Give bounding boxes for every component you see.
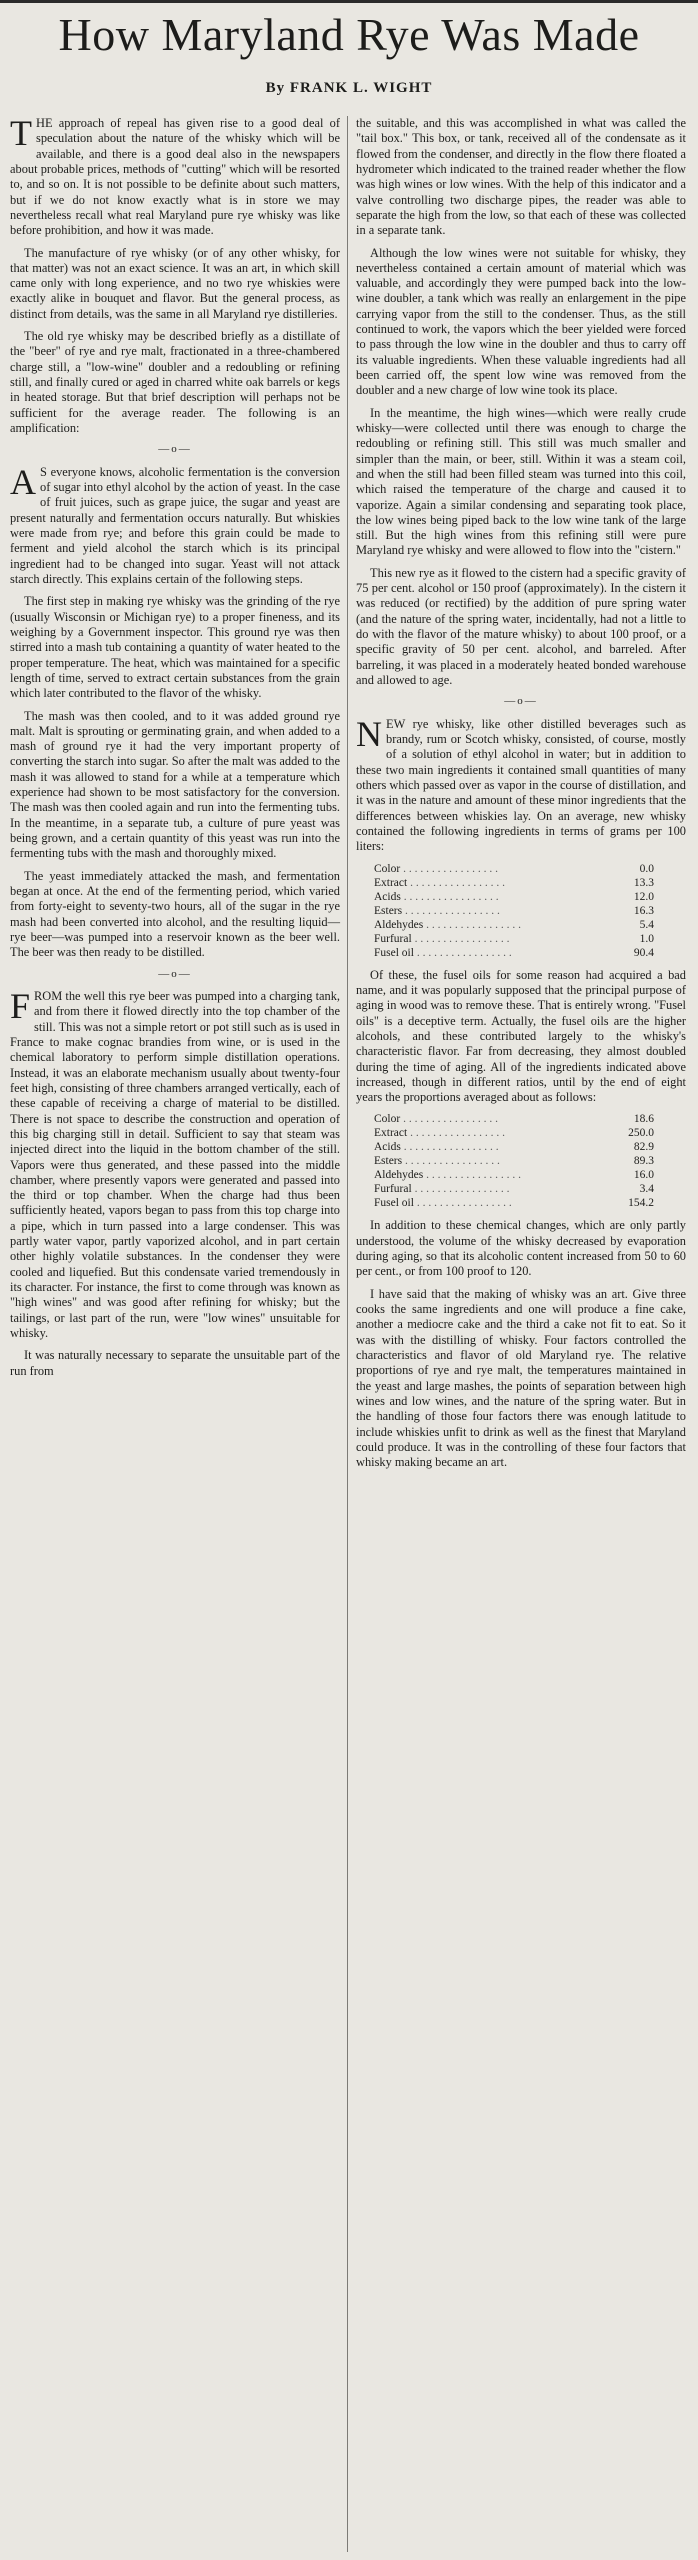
table-value: 90.4	[633, 946, 654, 959]
paragraph: In the meantime, the high wines—which were really crude whisky—were collected until there was enough to charge the redoubling or refining still. This still was much smaller and simpler than the main, or beer, still. Within it was a steam coil, and when the still had been filled steam was turned into this coil, which raised the temperature of the charge and caused it to vaporize. Again a similar condensing and separating took place, the low wines being piped back to the low wine tank of the large still. But the high wines from this refining still were pure Maryland rye whisky and were allowed to flow into the "cistern."	[356, 405, 686, 558]
table-value: 89.3	[633, 1155, 654, 1168]
paragraph	[10, 986, 340, 1341]
paragraph: This new rye as it flowed to the cistern had a specific gravity of 75 per cent. alcohol or 150 proof (approximately). In the cistern it was reduced (or rectified) by the addition of pure spring water (and the nature of the spring water, incidentally, had not a little to do with the flavor of the mature whisky) to about 100 proof, or a specific gravity of 50 per cent. alcohol, and barreled. After barreling, it was placed in a moderately heated bonded warehouse and allowed to age.	[356, 565, 686, 687]
drop-cap: T	[10, 113, 32, 153]
table-row	[374, 1154, 654, 1168]
section-ornament: —o—	[158, 967, 192, 980]
table-label: Fusel oil . . .	[374, 1196, 512, 1210]
table-value: 1.0	[639, 932, 654, 945]
table-label: Extract . . .	[374, 1126, 505, 1140]
table-label: Esters . . .	[374, 904, 500, 918]
table-row	[374, 904, 654, 918]
table-label: Acids . . .	[374, 890, 499, 904]
drop-cap: N	[356, 713, 382, 754]
table-value: 0.0	[639, 862, 654, 875]
table-value: 16.0	[633, 1169, 654, 1182]
paragraph: I have said that the making of whisky was an art. Give three cooks the same ingredients and one will produce a fine cake, another a mediocre cake and the third a cake not fit to eat. So it was with the distilling of whisky. Four factors controlled the characteristics and flavor of old Maryland rye. The relative proportions of rye and rye malt, the temperatures maintained in the yeast and large mashes, the points of separation between high wines and low wines, and the nature of the spring water. But in the handling of those four factors there was enough latitude to include whiskies unfit to drink as well as the finest that Maryland could produce. It was in the controlling of these four factors that whisky making became an art.	[356, 1286, 686, 1470]
paragraph	[356, 713, 686, 855]
table-value: 16.3	[633, 904, 654, 917]
section-ornament: —o—	[504, 695, 538, 708]
left-column	[10, 113, 340, 2556]
table-label: Color . . .	[374, 1112, 498, 1126]
paragraph	[10, 113, 340, 239]
table-value: 5.4	[639, 918, 654, 931]
table-value: 154.2	[628, 1197, 654, 1210]
column-divider	[347, 116, 348, 2552]
table-row	[374, 876, 654, 890]
table-row	[374, 1140, 654, 1154]
paragraph-text: ROM the well this rye beer was pumped into a charging tank, and from there it flowed directly into the top chamber of the still. This was not a simple retort or pot still such as is used in France to make cognac brandies from wine, or is used in the chemical laboratory to perform simple distillation operations. Instead, it was an elaborate mechanism usually about twenty-four feet high, consisting of three chambers arranged vertically, each of these capable of receiving a charge of material to be distilled. There is not space to describe the construction and operation of this big charging still in detail. Sufficient to say that steam was injected direct into the liquid in the bottom chamber of the still. Vapors were thus generated, and these passed into the middle chamber, where presently vapors were generated and passed into the third or top chamber. When the charge had thus been sufficiently heated, vapors began to pass from this top charge into a pipe, which in turn passed into a large condenser. This was partly water vapor, partly vaporized alcohol, and in part certain other highly volatile substances. In the condenser they were cooled and liquefied. But this condensate varied tremendously in its character. For instance, the first to come through was known as "high wines" and was good after refining for whisky; but the tailings, or last part of the run, were "low wines" unsuitable for whisky.	[10, 989, 340, 1340]
paragraph: The mash was then cooled, and to it was added ground rye malt. Malt is sprouting or germinating grain, and when added to a mash of ground rye it had the very important property of converting the starch into sugar. So after the malt was added to the mash it was allowed to stand for a while at a temperature which experience had shown to be most satisfactory for the conversion. The mash was then cooled again and run into the fermenting tubs. In the meantime, in a separate tub, a culture of pure yeast was being grown, and a certain quantity of this yeast was run into the fermenting tubs with the mash and thoroughly mixed.	[10, 708, 340, 861]
paragraph: the suitable, and this was accomplished in what was called the "tail box." This box, or tank, received all of the condensate as it flowed from the condenser, and directly in the flow there floated a hydrometer which indicated to the trained reader whether the flow was high wines or low wines. With the help of this indicator and a valve controlling two discharge pipes, the reader was able to separate the high from the low, so that each of these was collected in a separate tank.	[356, 116, 686, 238]
table-label: Esters . . .	[374, 1154, 500, 1168]
section-ornament: —o—	[158, 443, 192, 456]
table-row	[374, 932, 654, 946]
table-value: 18.6	[633, 1113, 654, 1126]
drop-cap: F	[10, 986, 31, 1027]
table-value: 82.9	[633, 1141, 654, 1154]
paragraph: The yeast immediately attacked the mash, and fermentation began at once. At the end of the fermenting period, which varied from forty-eight to seventy-two hours, all of the sugar in the rye mash had been converted into alcohol, and the resulting liquid—rye beer—was pumped into a reservoir known as the beer well. The beer was then ready to be distilled.	[10, 868, 340, 960]
paragraph: Of these, the fusel oils for some reason had acquired a bad name, and it was popularly supposed that the principal purpose of aging in wood was to remove these. That is entirely wrong. "Fusel oils" is a deceptive term. Actually, the fusel oils are the higher alcohols, and these contributed largely to the whisky's characteristic flavor. Far from decreasing, they almost doubled during the time of aging. All of the ingredients indicated above increased, though in different ratios, until by the end of eight years the proportions averaged about as follows:	[356, 967, 686, 1105]
table-label: Extract . . .	[374, 876, 505, 890]
table-row	[374, 890, 654, 904]
table-label: Color . . .	[374, 862, 498, 876]
table-row	[374, 1126, 654, 1140]
table-row	[374, 862, 654, 876]
table-value: 250.0	[628, 1127, 654, 1140]
paragraph: The old rye whisky may be described briefly as a distillate of the "beer" of rye and rye malt, fractionated in a three-chambered charge still, a "low-wine" doubler and a redoubling or refining still, and finally cured or aged in charred white oak barrels or kegs in heated storage. But that brief description will perhaps not be sufficient for the average reader. The following is an amplification:	[10, 329, 340, 435]
table-row	[374, 918, 654, 932]
byline: By FRANK L. WIGHT	[265, 80, 433, 96]
paragraph: Although the low wines were not suitable for whisky, they nevertheless contained a certain amount of material which was valuable, and accordingly they were pumped back into the low-wine doubler, a tank which was really an enlargement in the pipe carrying vapor from the still to the condenser. Thus, as the still continued to work, the vapors which the beer yielded were forced to pass through the low wine in the doubler and thus to carry off its valuable ingredients. When these valuable ingredients had all been carried off, the spent low wine was removed from the doubler and a new charge of low wine took its place.	[356, 245, 686, 398]
ingredients-table-new	[374, 862, 654, 960]
table-row	[374, 946, 654, 960]
table-row	[374, 1196, 654, 1210]
table-label: Furfural . . .	[374, 932, 509, 946]
table-label: Aldehydes . . .	[374, 918, 521, 932]
paragraph-text: S everyone knows, alcoholic fermentation is the conversion of sugar into ethyl alcohol by the action of yeast. In the case of fruit juices, such as grape juice, the sugar and yeast are present naturally and fermentation occurs naturally. But whiskies were made from rye; and before this grain could be made to ferment and yield alcohol the starch which is its principal ingredient had to be changed into sugar. Yeast will not attack starch directly. This explains certain of the following steps.	[10, 464, 340, 587]
right-column	[356, 116, 686, 2556]
table-row	[374, 1168, 654, 1182]
table-label: Aldehydes . . .	[374, 1168, 521, 1182]
paragraph-text: EW rye whisky, like other distilled beverages such as brandy, rum or Scotch whisky, consisted, of course, mostly of a solution of ethyl alcohol in water; but in addition to these two main ingredients it contained small quantities of many others which passed over as vapor in the course of distillation, and it was in the nature and amount of these minor ingredients that the differences between whiskies lay. On an average, new whisky contained the following ingredients in terms of grams per 100 liters:	[356, 716, 686, 854]
paragraph: The first step in making rye whisky was the grinding of the rye (usually Wisconsin or Michigan rye) to a proper fineness, and its weighing by a Government inspector. This ground rye was then stirred into a mash tub containing a quantity of water heated to the proper temperature. The heat, which was maintained for a specific length of time, served to extract certain substances from the grain which later contributed to the flavor of the whisky.	[10, 594, 340, 701]
top-rule	[0, 0, 698, 3]
table-label: Furfural . . .	[374, 1182, 509, 1196]
paragraph: It was naturally necessary to separate the unsuitable part of the run from	[10, 1348, 340, 1378]
drop-cap: A	[10, 461, 36, 502]
table-label: Fusel oil . . .	[374, 946, 512, 960]
table-value: 13.3	[633, 876, 654, 889]
paragraph: In addition to these chemical changes, which are only partly understood, the volume of the whisky decreased by evaporation during aging, so that its alcoholic content increased from 50 to 60 per cent., or from 100 proof to 120.	[356, 1218, 686, 1279]
paragraph: The manufacture of rye whisky (or of any other whisky, for that matter) was not an exact science. It was an art, in which skill came only with long experience, and no two rye whiskies were exactly alike in bouquet and flavor. But the general process, as distinct from details, was the same in all Maryland rye distilleries.	[10, 245, 340, 321]
table-value: 12.0	[633, 890, 654, 903]
headline: How Maryland Rye Was Made	[58, 9, 640, 60]
table-row	[374, 1182, 654, 1196]
ingredients-table-aged	[374, 1112, 654, 1210]
table-label: Acids . . .	[374, 1140, 499, 1154]
paragraph-text: HE approach of repeal has given rise to a good deal of speculation about the nature of the whisky which will be available, and there is a good deal also in the newspapers about probable prices, methods of "cutting" which will be resorted to, and so on. It is not possible to be definite about such matters, but if we do not know exactly what is in store we may nevertheless recall what real Maryland pure rye whisky was like before prohibition, and how it was made.	[10, 116, 340, 238]
paragraph	[10, 461, 340, 588]
table-value: 3.4	[639, 1183, 654, 1196]
table-row	[374, 1112, 654, 1126]
